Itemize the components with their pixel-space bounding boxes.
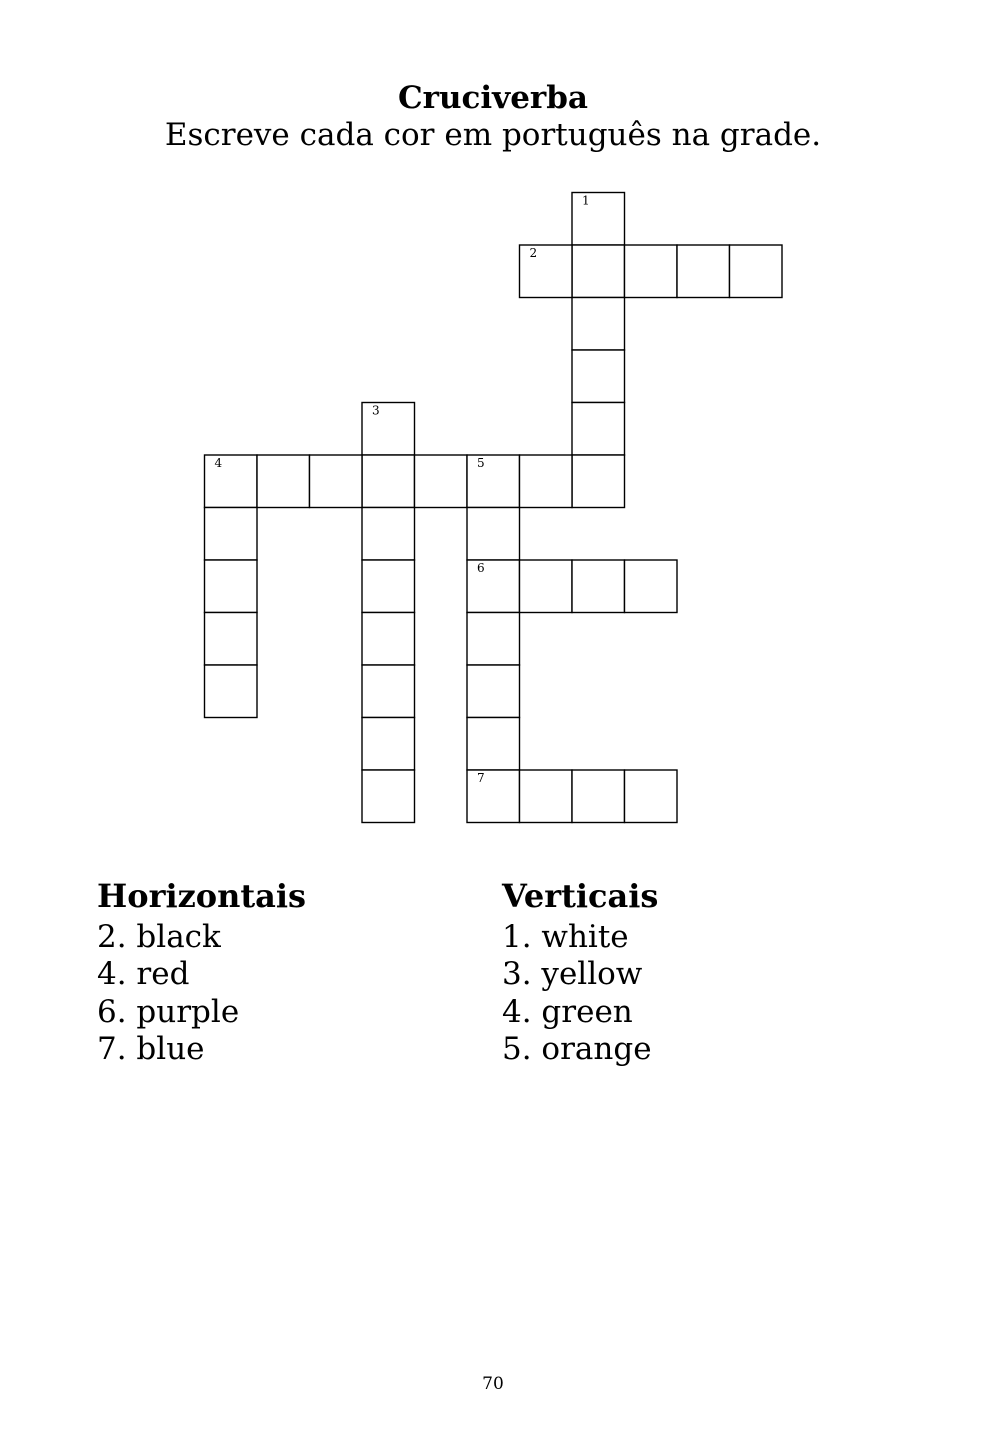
page-title: Cruciverba: [397, 80, 589, 116]
grid-cell[interactable]: [362, 718, 415, 771]
clue-number: 4: [214, 456, 223, 470]
grid-cell[interactable]: [310, 455, 363, 508]
grid-cell[interactable]: [572, 298, 625, 351]
grid-cell[interactable]: [205, 455, 258, 508]
grid-cell[interactable]: [257, 455, 310, 508]
page-number: 70: [482, 1374, 504, 1394]
grid-cell[interactable]: [205, 560, 258, 613]
grid-cell[interactable]: [362, 560, 415, 613]
across-clue: 2. black: [97, 919, 221, 955]
across-heading: Horizontais: [97, 877, 307, 915]
grid-cell[interactable]: [572, 245, 625, 298]
instruction-text: Escreve cada cor em português na grade.: [164, 117, 822, 153]
grid-cell[interactable]: [572, 455, 625, 508]
grid-cell[interactable]: [520, 245, 573, 298]
grid-cell[interactable]: [467, 560, 520, 613]
grid-cell[interactable]: [362, 613, 415, 666]
grid-cell[interactable]: [467, 718, 520, 771]
clue-number: 1: [582, 193, 590, 208]
grid-cell[interactable]: [572, 560, 625, 613]
grid-cell[interactable]: [415, 455, 468, 508]
grid-cell[interactable]: [625, 560, 678, 613]
down-clue: 5. orange: [502, 1030, 652, 1067]
grid-cell[interactable]: [730, 245, 783, 298]
grid-cell[interactable]: [520, 455, 573, 508]
grid-cell[interactable]: [205, 508, 258, 561]
grid-cell[interactable]: [467, 770, 520, 823]
grid-cell[interactable]: [625, 245, 678, 298]
across-clue-list: [97, 919, 239, 1068]
grid-cell[interactable]: [467, 455, 520, 508]
grid-cell[interactable]: [572, 770, 625, 823]
grid-cell[interactable]: [467, 508, 520, 561]
grid-cell[interactable]: [467, 665, 520, 718]
down-clue: 3. yellow: [502, 956, 643, 993]
clue-number: 3: [372, 403, 380, 418]
grid-cell[interactable]: [677, 245, 730, 298]
down-clue-list: [502, 919, 652, 1068]
grid-cell[interactable]: [362, 455, 415, 508]
grid-cell[interactable]: [362, 403, 415, 456]
down-heading: Verticais: [502, 877, 659, 915]
across-clue: 4. red: [97, 956, 190, 993]
down-clue: 4. green: [502, 993, 633, 1030]
grid-cell[interactable]: [205, 613, 258, 666]
clue-number: 7: [477, 771, 485, 785]
clue-number: 2: [529, 246, 538, 260]
across-clue: 7. blue: [97, 1030, 205, 1067]
grid-cell[interactable]: [625, 770, 678, 823]
grid-cell[interactable]: [520, 560, 573, 613]
across-clue: 6. purple: [97, 993, 240, 1030]
grid-cell[interactable]: [362, 770, 415, 823]
grid-cell[interactable]: [362, 508, 415, 561]
clue-number: 6: [477, 561, 485, 575]
grid-cell[interactable]: [520, 770, 573, 823]
down-clue: 1. white: [502, 919, 629, 955]
clue-number: 5: [477, 456, 485, 470]
grid-cell[interactable]: [467, 613, 520, 666]
grid-cell[interactable]: [362, 665, 415, 718]
grid-cell[interactable]: [572, 403, 625, 456]
grid-cell[interactable]: [572, 193, 625, 246]
grid-cell[interactable]: [205, 665, 258, 718]
grid-cell[interactable]: [572, 350, 625, 403]
